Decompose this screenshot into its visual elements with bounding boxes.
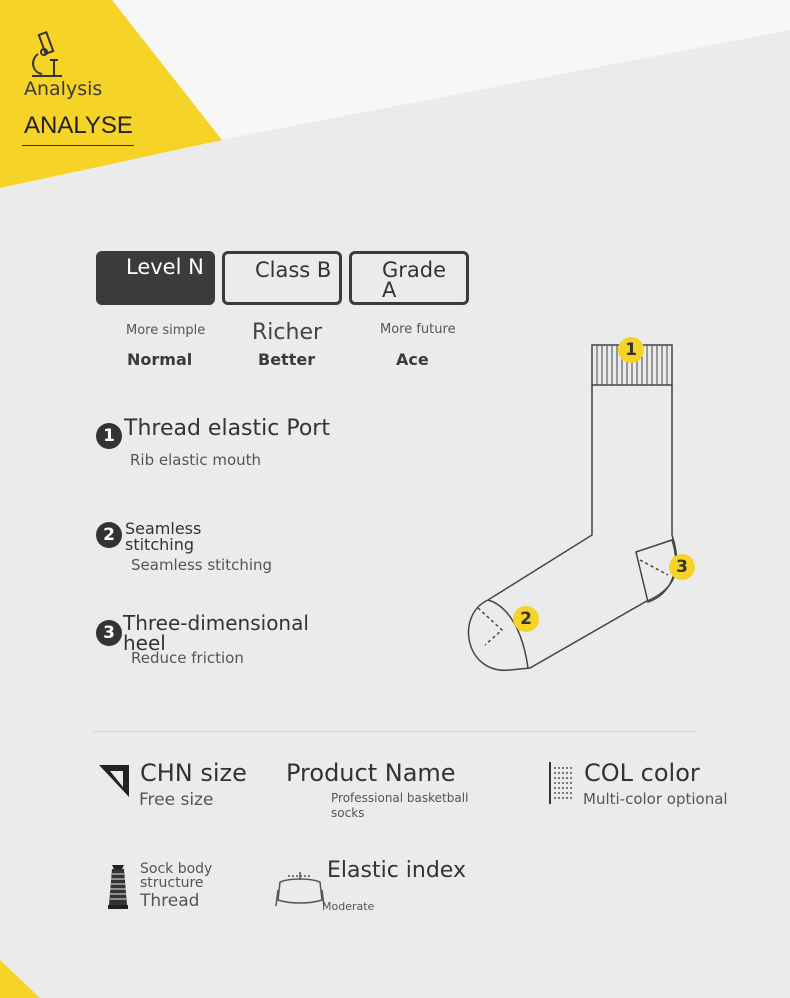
stretch-fabric-icon	[274, 870, 326, 908]
level-label: Level N	[126, 255, 204, 279]
level-box-b	[222, 251, 342, 305]
thread-spool-icon	[107, 863, 129, 911]
structure-title: Sock body structure	[140, 861, 213, 891]
sock-marker-2: 2	[513, 606, 539, 632]
header-big-title: ANALYSE	[24, 112, 133, 139]
feature-subtitle: Seamless stitching	[131, 556, 273, 574]
level-grade: Normal	[127, 350, 193, 369]
feature-number: 3	[96, 620, 122, 646]
size-title: CHN size	[140, 759, 247, 787]
color-swatch-icon	[547, 760, 575, 806]
color-value: Multi-color optional	[583, 790, 728, 808]
level-box-a	[349, 251, 469, 305]
feature-title: Thread elastic Port	[124, 416, 330, 441]
sock-illustration	[460, 330, 710, 680]
level-desc: Richer	[252, 320, 323, 345]
header-small-title: Analysis	[24, 78, 103, 100]
feature-title: Seamless stitching	[125, 519, 202, 554]
section-divider	[93, 731, 697, 732]
level-desc: More future	[380, 322, 456, 337]
header-underline	[22, 145, 134, 146]
level-box-n	[96, 251, 215, 305]
level-grade: Better	[258, 350, 316, 369]
feature-number: 1	[96, 423, 122, 449]
feature-number: 2	[96, 522, 122, 548]
feature-title: Three-dimensional heel	[123, 611, 309, 655]
product-name-title: Product Name	[286, 759, 456, 787]
level-desc: More simple	[126, 323, 206, 338]
sock-marker-1: 1	[618, 337, 644, 363]
feature-subtitle: Reduce friction	[131, 649, 244, 667]
ruler-triangle-icon	[97, 763, 133, 801]
structure-value: Thread	[140, 891, 200, 911]
feature-subtitle: Rib elastic mouth	[130, 451, 262, 469]
sock-marker-3: 3	[669, 554, 695, 580]
product-name-value: Professional basketball socks	[331, 791, 469, 820]
size-value: Free size	[139, 790, 214, 810]
elastic-value: Moderate	[322, 900, 375, 913]
level-label: Class B	[255, 258, 332, 282]
level-label: Grade A	[382, 258, 447, 302]
elastic-title: Elastic index	[327, 858, 466, 883]
color-title: COL color	[584, 759, 700, 787]
level-grade: Ace	[396, 350, 429, 369]
microscope-icon	[28, 30, 68, 80]
